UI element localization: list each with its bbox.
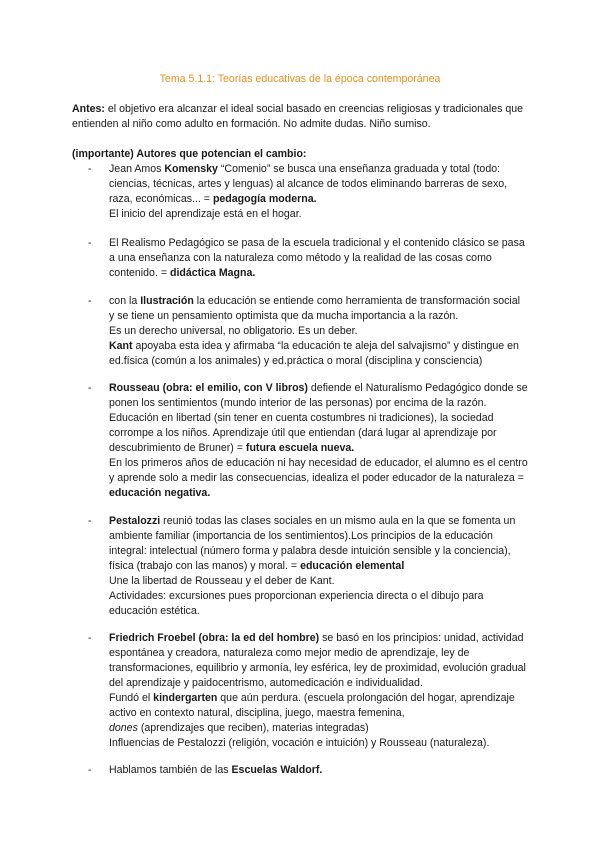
pestalozzi-text-2: Une la libertad de Rousseau y el deber de Kant.: [109, 575, 335, 587]
bullet-dash: -: [88, 237, 92, 249]
komensky-text-1: Jean Amos: [109, 163, 165, 175]
pestalozzi-text-3: Actividades: excursiones pues proporcionan experiencia directa o el dibujo para educación estética.: [109, 590, 484, 617]
pestalozzi-text-1: reunió todas las clases sociales en un mismo aula en la que se fomenta un ambiente familiar (importancia de los sentimientos).Los principios de la educación integral: intelectual (número forma y palabra desde intuición sensible y la conciencia), física (trabajo con las manos) y moral. =: [109, 515, 516, 572]
rousseau-bold-3: educación negativa.: [109, 487, 211, 499]
waldorf-text-1: Hablamos también de las: [109, 764, 232, 776]
komensky-bold-2: pedagogía moderna.: [212, 193, 317, 205]
froebel-bold-2: kindergarten: [153, 692, 218, 704]
froebel-italic-1: dones: [109, 722, 138, 734]
list-item-realismo: [88, 236, 528, 281]
froebel-text-5: Influencias de Pestalozzi (religión, vocación e intuición) y Rousseau (naturaleza).: [109, 737, 490, 749]
rousseau-text-2: En los primeros años de educación ni hay necesidad de educador, el alumno es el centro y aprende solo a medir las consecuencias, idealiza el poder educador de la naturaleza =: [109, 457, 528, 484]
pestalozzi-bold-2: educación elemental: [300, 560, 405, 572]
waldorf-bold-1: Escuelas Waldorf.: [231, 764, 323, 776]
autores-heading-text: (importante) Autores que potencian el cambio:: [72, 148, 307, 160]
bullet-dash: -: [88, 632, 92, 644]
froebel-text-2: Fundó el: [109, 692, 154, 704]
antes-paragraph: [72, 102, 532, 132]
bullet-dash: -: [88, 163, 92, 175]
komensky-text-3: El inicio del aprendizaje está en el hogar.: [109, 208, 302, 220]
rousseau-bold-1: Rousseau (obra: el emilio, con V libros): [109, 382, 308, 394]
froebel-text-3: que aún perdura. (escuela prolongación del hogar, aprendizaje activo en contexto natural, disciplina, juego, maestra femenina,: [109, 692, 515, 719]
list-item-pestalozzi: [88, 514, 528, 619]
list-item-rousseau: [88, 381, 528, 501]
bullet-dash: -: [88, 295, 92, 307]
ilustracion-text-4: apoyaba esta idea y afirmaba “la educación te aleja del salvajismo” y distingue en ed.física (común a los animales) y ed.práctica o moral (disciplina y consciencia): [109, 340, 519, 367]
rousseau-bold-2: futura escuela nueva.: [245, 442, 355, 454]
ilustracion-bold-2: Kant: [109, 340, 133, 352]
rousseau-text-1: defiende el Naturalismo Pedagógico donde se ponen los sentimientos (mundo interior de las personas) por encima de la razón. Educación en libertad (sin tener en cuenta costumbres ni tradiciones), la sociedad corrompe a los niños. Aprendizaje útil que entiendan (dará lugar al aprendizaje por descubrimiento de Bruner) =: [109, 382, 528, 454]
antes-text: el objetivo era alcanzar el ideal social basado en creencias religiosas y tradicionales que entienden al niño como adulto en formación. No admite dudas. Niño sumiso.: [72, 103, 524, 130]
realismo-bold-1: didáctica Magna.: [169, 267, 256, 279]
komensky-text-2: “Comenio” se busca una enseñanza graduada y total (todo: ciencias, técnicas, artes y lenguas) al alcance de todos eliminando barreras de sexo, raza, económicas... =: [109, 163, 508, 205]
list-item-froebel: [88, 631, 528, 751]
bullet-dash: -: [88, 764, 92, 776]
list-item-komensky: [88, 162, 528, 222]
froebel-bold-1: Friedrich Froebel (obra: la ed del hombre): [109, 632, 320, 644]
ilustracion-text-2: la educación se entiende como herramienta de transformación social y se tiene un pensamiento optimista que da mucha importancia a la razón.: [109, 295, 521, 322]
ilustracion-text-1: con la: [109, 295, 141, 307]
froebel-text-1: se basó en los principios: unidad, actividad espontánea y creadora, naturaleza como mejor medio de aprendizaje, ley de transformaciones, equilibrio y armonía, ley esférica, ley de proximidad, evolución gradual del aprendizaje y paidocentrismo, automedicación e individualidad.: [109, 632, 526, 689]
bullet-dash: -: [88, 382, 92, 394]
realismo-text-1: El Realismo Pedagógico se pasa de la escuela tradicional y el contenido clásico se pasa a una enseñanza con la naturaleza como método y la realidad de las cosas como contenido. =: [109, 237, 525, 279]
list-item-ilustracion: [88, 294, 528, 369]
ilustracion-bold-1: Ilustración: [140, 295, 194, 307]
pestalozzi-bold-1: Pestalozzi: [109, 515, 161, 527]
list-item-waldorf: [88, 763, 528, 778]
komensky-bold-1: Komensky: [164, 163, 218, 175]
bullet-dash: -: [88, 515, 92, 527]
antes-label: Antes:: [72, 103, 105, 115]
page-title: Tema 5.1.1: Teorías educativas de la época contemporánea: [159, 73, 441, 85]
froebel-text-4: (aprendizajes que reciben), materias integradas): [137, 722, 369, 734]
ilustracion-text-3: Es un derecho universal, no obligatorio. Es un deber.: [109, 325, 358, 337]
autores-heading: [72, 147, 532, 162]
